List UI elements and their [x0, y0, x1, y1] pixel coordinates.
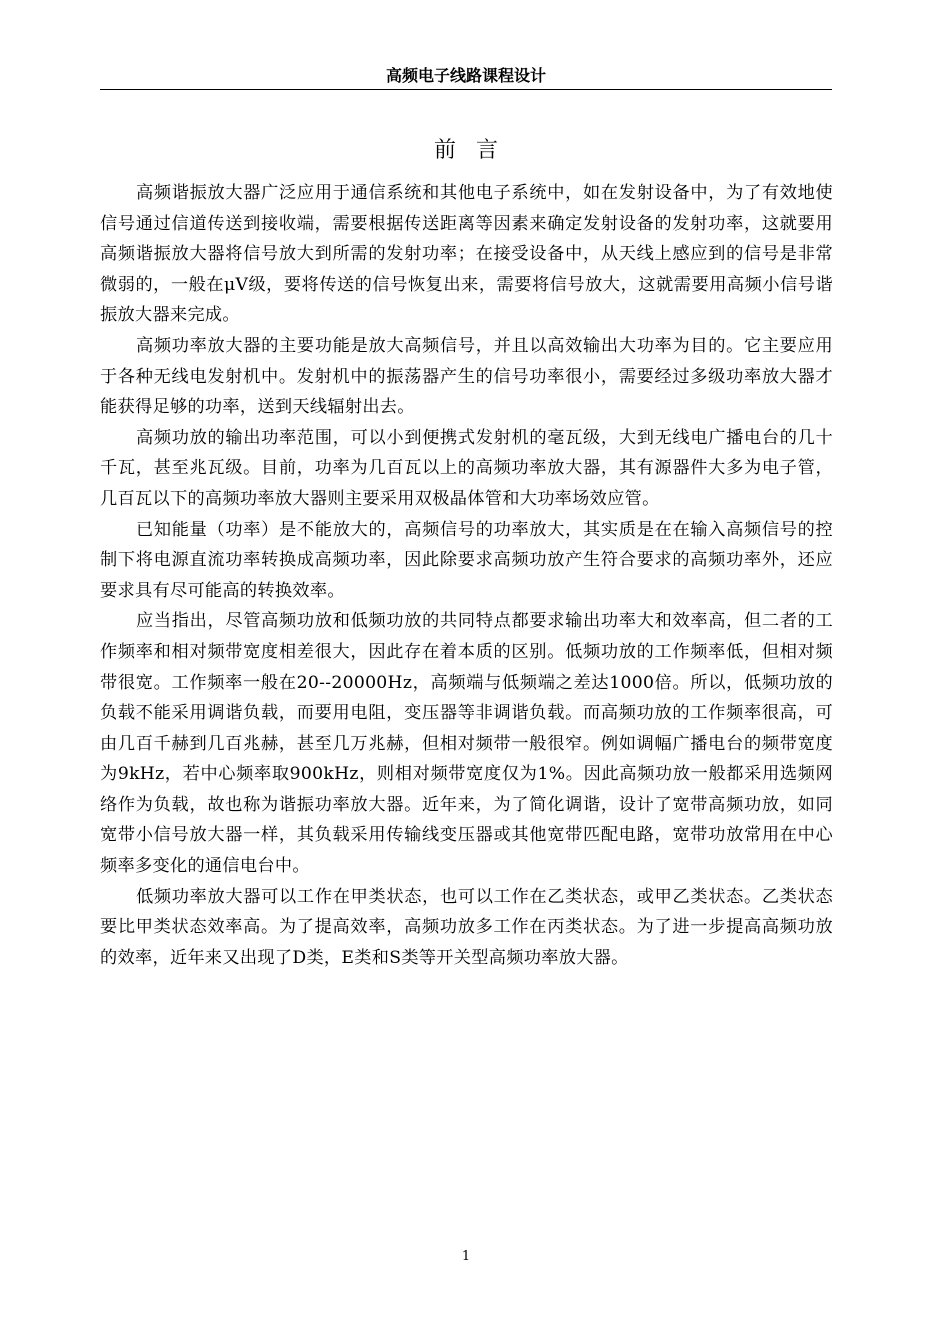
body-text [100, 178, 833, 973]
paragraph-2: 高频功率放大器的主要功能是放大高频信号，并且以高效输出大功率为目的。它主要应用于各种无线电发射机中。发射机中的振荡器产生的信号功率很小，需要经过多级功率放大器才能获得足够的功率，送到天线辐射出去。 [100, 335, 833, 418]
paragraph-4: 已知能量（功率）是不能放大的，高频信号的功率放大，其实质是在在输入高频信号的控制下将电源直流功率转换成高频功率，因此除要求高频功放产生符合要求的高频功率外，还应要求具有尽可能高的转换效率。 [100, 519, 833, 601]
paragraph-3: 高频功放的输出功率范围，可以小到便携式发射机的毫瓦级，大到无线电广播电台的几十千瓦，甚至兆瓦级。目前，功率为几百瓦以上的高频功率放大器，其有源器件大多为电子管，几百瓦以下的高频功率放大器则主要采用双极晶体管和大功率场效应管。 [100, 427, 833, 509]
paragraph-5: 应当指出，尽管高频功放和低频功放的共同特点都要求输出功率大和效率高，但二者的工作频率和相对频带宽度相差很大，因此存在着本质的区别。低频功放的工作频率低，但相对频带很宽。工作频率一般在20--20000Hz，高频端与低频端之差达1000倍。所以，低频功放的负载不能采用调谐负载，而要用电阻，变压器等非调谐负载。而高频功放的工作频率很高，可由几百千赫到几百兆赫，甚至几万兆赫，但相对频带一般很窄。例如调幅广播电台的频带宽度为9kHz，若中心频率取900kHz，则相对频带宽度仅为1%。因此高频功放一般都采用选频网络作为负载，故也称为谐振功率放大器。近年来，为了简化调谐，设计了宽带高频功放，如同宽带小信号放大器一样，其负载采用传输线变压器或其他宽带匹配电路，宽带功放常用在中心频率多变化的通信电台中。 [100, 611, 833, 877]
running-header: 高频电子线路课程设计 [385, 66, 546, 85]
page-number: 1 [461, 1249, 471, 1264]
section-title: 前言 [433, 138, 518, 163]
paragraph-6: 低频功率放大器可以工作在甲类状态，也可以工作在乙类状态，或甲乙类状态。乙类状态要比甲类状态效率高。为了提高效率，高频功放多工作在丙类状态。为了进一步提高高频功放的效率，近年来又出现了D类，E类和S类等开关型高频功率放大器。 [100, 886, 833, 968]
header-divider [100, 89, 832, 90]
paragraph-1: 高频谐振放大器广泛应用于通信系统和其他电子系统中，如在发射设备中，为了有效地使信号通过信道传送到接收端，需要根据传送距离等因素来确定发射设备的发射功率，这就要用高频谐振放大器将信号放大到所需的发射功率；在接受设备中，从天线上感应到的信号是非常微弱的，一般在μV级，要将传送的信号恢复出来，需要将信号放大，这就需要用高频小信号谐振放大器来完成。 [100, 183, 833, 326]
